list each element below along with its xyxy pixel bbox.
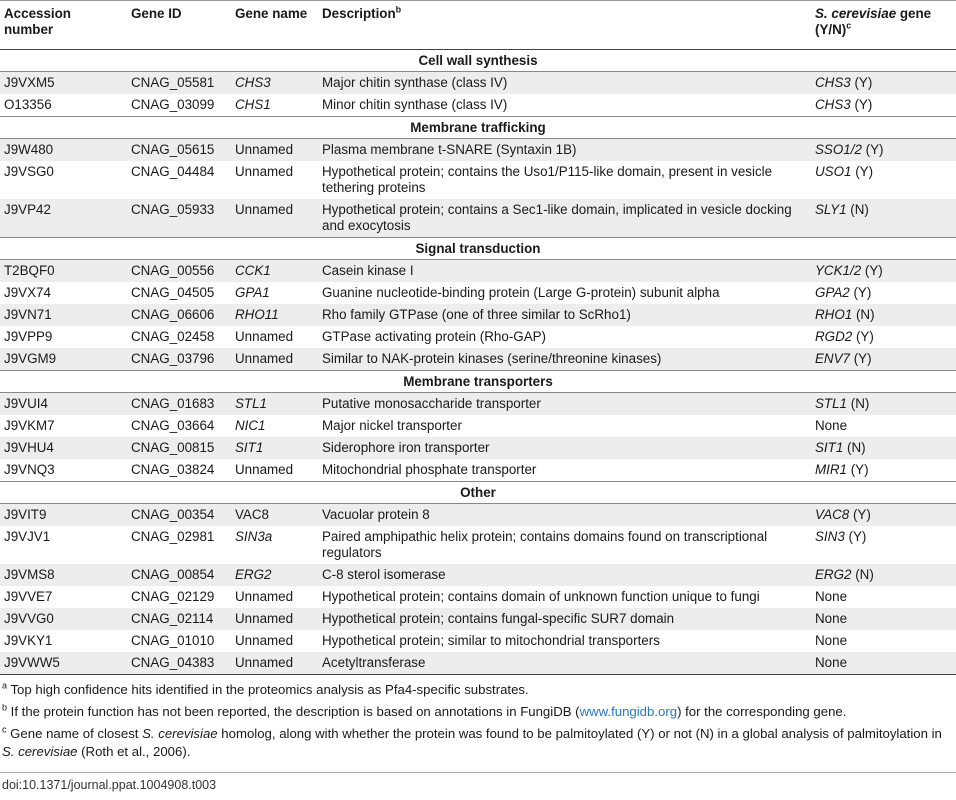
- cell-gene-name-text: NIC1: [235, 418, 266, 433]
- sc-gene-name: SIN3: [815, 529, 845, 544]
- cell-accession: [0, 282, 127, 304]
- sc-gene-flag: (Y): [849, 285, 872, 300]
- cell-gene-id: [127, 326, 231, 348]
- cell-gene-id: [127, 459, 231, 482]
- sc-gene-name: SLY1: [815, 202, 847, 217]
- cell-gene-name: [231, 393, 318, 416]
- table-row: [0, 415, 956, 437]
- cell-gene-id: [127, 608, 231, 630]
- cell-sc-gene: [811, 459, 956, 482]
- table-row: [0, 326, 956, 348]
- cell-gene-id: [127, 630, 231, 652]
- cell-gene-id-text: CNAG_03796: [131, 351, 215, 366]
- cell-gene-name: [231, 326, 318, 348]
- cell-accession-text: J9VPP9: [4, 329, 53, 344]
- sc-gene-flag: (N): [843, 440, 866, 455]
- cell-sc-gene: [811, 608, 956, 630]
- header-sc-gene-label: gene (Y/N): [815, 6, 932, 37]
- cell-sc-gene: [811, 326, 956, 348]
- cell-gene-name-text: SIT1: [235, 440, 264, 455]
- cell-gene-name: [231, 282, 318, 304]
- cell-gene-id: [127, 504, 231, 527]
- cell-gene-name-text: Unnamed: [235, 164, 294, 179]
- cell-gene-name-text: GPA1: [235, 285, 270, 300]
- cell-description-text: C-8 sterol isomerase: [322, 567, 446, 582]
- cell-gene-id: [127, 72, 231, 95]
- cell-gene-id: [127, 586, 231, 608]
- cell-gene-id-text: CNAG_00556: [131, 263, 215, 278]
- sc-gene-flag: None: [815, 611, 848, 626]
- sc-gene-name: RGD2: [815, 329, 853, 344]
- section-header: [0, 371, 956, 393]
- cell-description: [318, 415, 811, 437]
- table-row: [0, 94, 956, 117]
- cell-accession: [0, 564, 127, 586]
- sc-gene-flag: (Y): [847, 462, 869, 477]
- cell-description-text: Hypothetical protein; contains a Sec1-like domain, implicated in vesicle docking and exocytosis: [322, 202, 792, 233]
- cell-description-text: Hypothetical protein; contains domain of unknown function unique to fungi: [322, 589, 760, 604]
- cell-gene-name: [231, 608, 318, 630]
- doi-label: doi:10.1371/journal.ppat.1004908.t003: [2, 778, 217, 792]
- cell-accession-text: J9VNQ3: [4, 462, 55, 477]
- cell-sc-gene: [811, 94, 956, 117]
- footnote-c-text-2: homolog, along with whether the protein was found to be palmitoylated (Y) or not (N) in a global analysis of palmitoylation in: [217, 726, 942, 741]
- cell-description-text: Similar to NAK-protein kinases (serine/threonine kinases): [322, 351, 662, 366]
- cell-accession-text: J9VKM7: [4, 418, 55, 433]
- cell-description-text: Hypothetical protein; contains fungal-specific SUR7 domain: [322, 611, 675, 626]
- cell-description-text: Minor chitin synthase (class IV): [322, 97, 508, 112]
- cell-description: [318, 94, 811, 117]
- cell-gene-name-text: CCK1: [235, 263, 271, 278]
- cell-gene-id-text: CNAG_04383: [131, 655, 215, 670]
- cell-gene-name: [231, 564, 318, 586]
- cell-sc-gene: [811, 260, 956, 283]
- cell-accession: [0, 72, 127, 95]
- cell-gene-name: [231, 630, 318, 652]
- cell-description: [318, 564, 811, 586]
- cell-gene-name: [231, 72, 318, 95]
- cell-gene-id: [127, 348, 231, 371]
- sc-gene-flag: (Y): [861, 263, 883, 278]
- section-title: Membrane trafficking: [0, 117, 956, 139]
- cell-accession: [0, 437, 127, 459]
- cell-description: [318, 586, 811, 608]
- cell-accession-text: J9VX74: [4, 285, 51, 300]
- sc-gene-flag: (N): [847, 396, 870, 411]
- sc-gene-flag: (Y): [852, 329, 874, 344]
- cell-description: [318, 630, 811, 652]
- table-row: [0, 564, 956, 586]
- header-sc-gene-sup: c: [846, 20, 852, 31]
- cell-gene-name: [231, 139, 318, 162]
- cell-gene-id-text: CNAG_00854: [131, 567, 215, 582]
- sc-gene-name: CHS3: [815, 75, 851, 90]
- footnote-b: [2, 703, 952, 721]
- footnotes: [2, 681, 952, 765]
- section-header: [0, 238, 956, 260]
- header-accession: Accession number: [0, 1, 127, 50]
- cell-accession: [0, 260, 127, 283]
- cell-accession-text: T2BQF0: [4, 263, 55, 278]
- cell-gene-id-text: CNAG_02114: [131, 611, 214, 626]
- cell-sc-gene: [811, 199, 956, 238]
- cell-accession-text: J9VIT9: [4, 507, 47, 522]
- cell-gene-id-text: CNAG_02129: [131, 589, 215, 604]
- cell-gene-name-text: CHS1: [235, 97, 271, 112]
- sc-gene-flag: None: [815, 633, 848, 648]
- table-row: [0, 630, 956, 652]
- sc-gene-name: RHO1: [815, 307, 853, 322]
- sc-gene-name: GPA2: [815, 285, 850, 300]
- sc-gene-name: YCK1/2: [815, 263, 862, 278]
- cell-accession: [0, 326, 127, 348]
- footnote-c-species-2: S. cerevisiae: [2, 744, 78, 759]
- footnote-a-text: Top high confidence hits identified in the proteomics analysis as Pfa4-specific substrates.: [7, 682, 529, 697]
- cell-accession: [0, 348, 127, 371]
- sc-gene-flag: None: [815, 589, 848, 604]
- cell-gene-name-text: CHS3: [235, 75, 271, 90]
- cell-description-text: Guanine nucleotide-binding protein (Large G-protein) subunit alpha: [322, 285, 720, 300]
- sc-gene-flag: (Y): [850, 97, 873, 112]
- cell-accession-text: J9VVG0: [4, 611, 54, 626]
- cell-accession: [0, 139, 127, 162]
- table-row: [0, 437, 956, 459]
- footnote-a-marker: a: [2, 680, 8, 691]
- cell-gene-name-text: Unnamed: [235, 329, 294, 344]
- cell-accession-text: J9VVE7: [4, 589, 53, 604]
- table-header: [0, 1, 956, 50]
- cell-accession-text: J9VMS8: [4, 567, 55, 582]
- cell-gene-name: [231, 199, 318, 238]
- cell-gene-name: [231, 586, 318, 608]
- cell-sc-gene: [811, 282, 956, 304]
- section-header: [0, 50, 956, 72]
- cell-accession-text: J9VP42: [4, 202, 51, 217]
- table-row: [0, 586, 956, 608]
- footnote-c: [2, 725, 952, 761]
- sc-gene-flag: (Y): [844, 529, 867, 544]
- sc-gene-flag: (N): [851, 567, 874, 582]
- table-row: [0, 504, 956, 527]
- cell-sc-gene: [811, 586, 956, 608]
- cell-gene-id: [127, 415, 231, 437]
- cell-gene-name: [231, 459, 318, 482]
- footnote-b-marker: b: [2, 702, 8, 713]
- cell-gene-name: [231, 526, 318, 564]
- table-row: [0, 608, 956, 630]
- cell-description-text: Siderophore iron transporter: [322, 440, 490, 455]
- cell-gene-id-text: CNAG_05581: [131, 75, 215, 90]
- cell-gene-id: [127, 304, 231, 326]
- table-row: [0, 348, 956, 371]
- cell-gene-name: [231, 304, 318, 326]
- section-title: Signal transduction: [0, 238, 956, 260]
- cell-gene-id-text: CNAG_04505: [131, 285, 215, 300]
- cell-description: [318, 348, 811, 371]
- cell-gene-id: [127, 393, 231, 416]
- cell-description-text: Hypothetical protein; contains the Uso1/P115-like domain, present in vesicle tethering proteins: [322, 164, 773, 195]
- cell-gene-id-text: CNAG_05615: [131, 142, 215, 157]
- cell-gene-id: [127, 260, 231, 283]
- table-row: [0, 139, 956, 162]
- cell-description-text: Acetyltransferase: [322, 655, 426, 670]
- cell-gene-name-text: SIN3a: [235, 529, 273, 544]
- cell-gene-id: [127, 564, 231, 586]
- cell-accession-text: J9W480: [4, 142, 54, 157]
- sc-gene-name: ENV7: [815, 351, 850, 366]
- cell-accession-text: J9VWW5: [4, 655, 60, 670]
- cell-accession: [0, 304, 127, 326]
- header-description: [318, 1, 811, 50]
- header-gene-id: Gene ID: [127, 1, 231, 50]
- cell-gene-id: [127, 282, 231, 304]
- section-title: Membrane transporters: [0, 371, 956, 393]
- cell-gene-id-text: CNAG_01010: [131, 633, 215, 648]
- cell-accession: [0, 459, 127, 482]
- table-body: [0, 50, 956, 675]
- cell-description: [318, 608, 811, 630]
- cell-gene-name-text: Unnamed: [235, 633, 294, 648]
- sc-gene-flag: (Y): [849, 507, 871, 522]
- header-description-label: Description: [322, 6, 396, 21]
- fungidb-link[interactable]: www.fungidb.org: [579, 704, 678, 719]
- cell-description: [318, 459, 811, 482]
- cell-gene-name: [231, 260, 318, 283]
- cell-accession: [0, 630, 127, 652]
- cell-gene-name-text: Unnamed: [235, 589, 294, 604]
- cell-gene-id: [127, 94, 231, 117]
- cell-description: [318, 393, 811, 416]
- cell-sc-gene: [811, 504, 956, 527]
- header-description-sup: b: [395, 4, 402, 15]
- cell-description: [318, 72, 811, 95]
- cell-accession: [0, 415, 127, 437]
- cell-accession: [0, 393, 127, 416]
- cell-description: [318, 161, 811, 199]
- cell-description-text: Casein kinase I: [322, 263, 414, 278]
- sc-gene-name: STL1: [815, 396, 848, 411]
- cell-description: [318, 282, 811, 304]
- cell-gene-name: [231, 437, 318, 459]
- cell-gene-name-text: RHO11: [235, 307, 279, 322]
- cell-accession: [0, 504, 127, 527]
- table-row: [0, 526, 956, 564]
- cell-description-text: GTPase activating protein (Rho-GAP): [322, 329, 547, 344]
- sc-gene-name: SIT1: [815, 440, 844, 455]
- cell-sc-gene: [811, 72, 956, 95]
- cell-gene-id-text: CNAG_03664: [131, 418, 215, 433]
- sc-gene-name: VAC8: [815, 507, 850, 522]
- cell-sc-gene: [811, 304, 956, 326]
- cell-gene-name-text: Unnamed: [235, 655, 294, 670]
- cell-gene-name-text: ERG2: [235, 567, 272, 582]
- cell-gene-id-text: CNAG_05933: [131, 202, 215, 217]
- cell-gene-id: [127, 199, 231, 238]
- cell-accession-text: J9VSG0: [4, 164, 54, 179]
- cell-gene-name-text: Unnamed: [235, 351, 294, 366]
- cell-description-text: Plasma membrane t-SNARE (Syntaxin 1B): [322, 142, 577, 157]
- cell-accession-text: J9VHU4: [4, 440, 54, 455]
- cell-accession-text: J9VKY1: [4, 633, 53, 648]
- cell-gene-name-text: Unnamed: [235, 142, 294, 157]
- cell-description: [318, 504, 811, 527]
- cell-description-text: Paired amphipathic helix protein; contains domains found on transcriptional regulators: [322, 529, 768, 560]
- sc-gene-name: USO1: [815, 164, 852, 179]
- cell-gene-id-text: CNAG_04484: [131, 164, 215, 179]
- sc-gene-flag: (N): [846, 202, 869, 217]
- cell-description-text: Major chitin synthase (class IV): [322, 75, 508, 90]
- cell-gene-id: [127, 652, 231, 675]
- cell-description: [318, 139, 811, 162]
- table-row: [0, 652, 956, 675]
- header-gene-name: Gene name: [231, 1, 318, 50]
- cell-sc-gene: [811, 652, 956, 675]
- cell-description-text: Major nickel transporter: [322, 418, 462, 433]
- cell-description-text: Putative monosaccharide transporter: [322, 396, 541, 411]
- sc-gene-flag: (Y): [850, 75, 873, 90]
- cell-accession: [0, 161, 127, 199]
- table-row: [0, 393, 956, 416]
- sc-gene-flag: (Y): [851, 164, 874, 179]
- cell-description: [318, 326, 811, 348]
- section-header: [0, 482, 956, 504]
- table-row: [0, 72, 956, 95]
- cell-gene-name: [231, 504, 318, 527]
- cell-gene-name: [231, 415, 318, 437]
- footnote-c-marker: c: [2, 724, 7, 735]
- cell-sc-gene: [811, 526, 956, 564]
- cell-gene-id-text: CNAG_02458: [131, 329, 215, 344]
- cell-sc-gene: [811, 139, 956, 162]
- footnote-c-text-3: (Roth et al., 2006).: [77, 744, 191, 759]
- cell-gene-id: [127, 437, 231, 459]
- doi-divider: [0, 772, 956, 773]
- cell-gene-id-text: CNAG_01683: [131, 396, 215, 411]
- cell-gene-name-text: Unnamed: [235, 202, 294, 217]
- cell-accession: [0, 586, 127, 608]
- section-header: [0, 117, 956, 139]
- cell-sc-gene: [811, 564, 956, 586]
- cell-gene-name: [231, 94, 318, 117]
- table-row: [0, 459, 956, 482]
- sc-gene-flag: None: [815, 655, 848, 670]
- cell-description: [318, 652, 811, 675]
- sc-gene-flag: (Y): [861, 142, 884, 157]
- cell-gene-name-text: Unnamed: [235, 611, 294, 626]
- footnote-b-text-1: If the protein function has not been reported, the description is based on annotations in FungiDB (: [7, 704, 580, 719]
- cell-description: [318, 526, 811, 564]
- cell-gene-id-text: CNAG_03824: [131, 462, 215, 477]
- header-sc-gene: [811, 1, 956, 50]
- cell-description-text: Mitochondrial phosphate transporter: [322, 462, 537, 477]
- cell-sc-gene: [811, 348, 956, 371]
- footnote-c-text-1: Gene name of closest: [6, 726, 143, 741]
- cell-description-text: Vacuolar protein 8: [322, 507, 430, 522]
- cell-accession-text: J9VN71: [4, 307, 52, 322]
- table-row: [0, 282, 956, 304]
- table-row: [0, 199, 956, 238]
- cell-gene-name-text: VAC8: [235, 507, 269, 522]
- cell-description: [318, 199, 811, 238]
- section-title: Other: [0, 482, 956, 504]
- table-row: [0, 161, 956, 199]
- section-title: Cell wall synthesis: [0, 50, 956, 72]
- cell-description-text: Hypothetical protein; similar to mitochondrial transporters: [322, 633, 660, 648]
- footnote-b-text-2: ) for the corresponding gene.: [677, 704, 847, 719]
- sc-gene-flag: (Y): [849, 351, 872, 366]
- cell-accession: [0, 94, 127, 117]
- cell-description: [318, 437, 811, 459]
- cell-gene-name: [231, 161, 318, 199]
- cell-gene-id: [127, 526, 231, 564]
- cell-gene-name-text: Unnamed: [235, 462, 294, 477]
- sc-gene-name: CHS3: [815, 97, 851, 112]
- cell-accession-text: J9VJV1: [4, 529, 51, 544]
- cell-sc-gene: [811, 161, 956, 199]
- cell-accession-text: O13356: [4, 97, 52, 112]
- header-sc-gene-species: S. cerevisiae: [815, 6, 897, 21]
- sc-gene-name: MIR1: [815, 462, 847, 477]
- cell-description-text: Rho family GTPase (one of three similar to ScRho1): [322, 307, 631, 322]
- cell-gene-id-text: CNAG_00354: [131, 507, 215, 522]
- cell-accession: [0, 526, 127, 564]
- cell-sc-gene: [811, 415, 956, 437]
- cell-gene-id-text: CNAG_02981: [131, 529, 215, 544]
- footnote-a: [2, 681, 952, 699]
- cell-gene-id: [127, 161, 231, 199]
- cell-gene-name: [231, 652, 318, 675]
- cell-accession-text: J9VUI4: [4, 396, 48, 411]
- cell-gene-id-text: CNAG_03099: [131, 97, 215, 112]
- cell-gene-id-text: CNAG_06606: [131, 307, 215, 322]
- cell-gene-id: [127, 139, 231, 162]
- table-row: [0, 260, 956, 283]
- cell-sc-gene: [811, 393, 956, 416]
- cell-sc-gene: [811, 630, 956, 652]
- cell-gene-id-text: CNAG_00815: [131, 440, 215, 455]
- cell-accession: [0, 652, 127, 675]
- table-row: [0, 304, 956, 326]
- cell-accession: [0, 199, 127, 238]
- footnote-c-species-1: S. cerevisiae: [142, 726, 218, 741]
- cell-description: [318, 304, 811, 326]
- sc-gene-name: SSO1/2: [815, 142, 862, 157]
- cell-sc-gene: [811, 437, 956, 459]
- sc-gene-flag: None: [815, 418, 848, 433]
- cell-accession: [0, 608, 127, 630]
- sc-gene-flag: (N): [852, 307, 875, 322]
- cell-description: [318, 260, 811, 283]
- cell-gene-name-text: STL1: [235, 396, 268, 411]
- cell-gene-name: [231, 348, 318, 371]
- cell-accession-text: J9VGM9: [4, 351, 57, 366]
- cell-accession-text: J9VXM5: [4, 75, 55, 90]
- sc-gene-name: ERG2: [815, 567, 852, 582]
